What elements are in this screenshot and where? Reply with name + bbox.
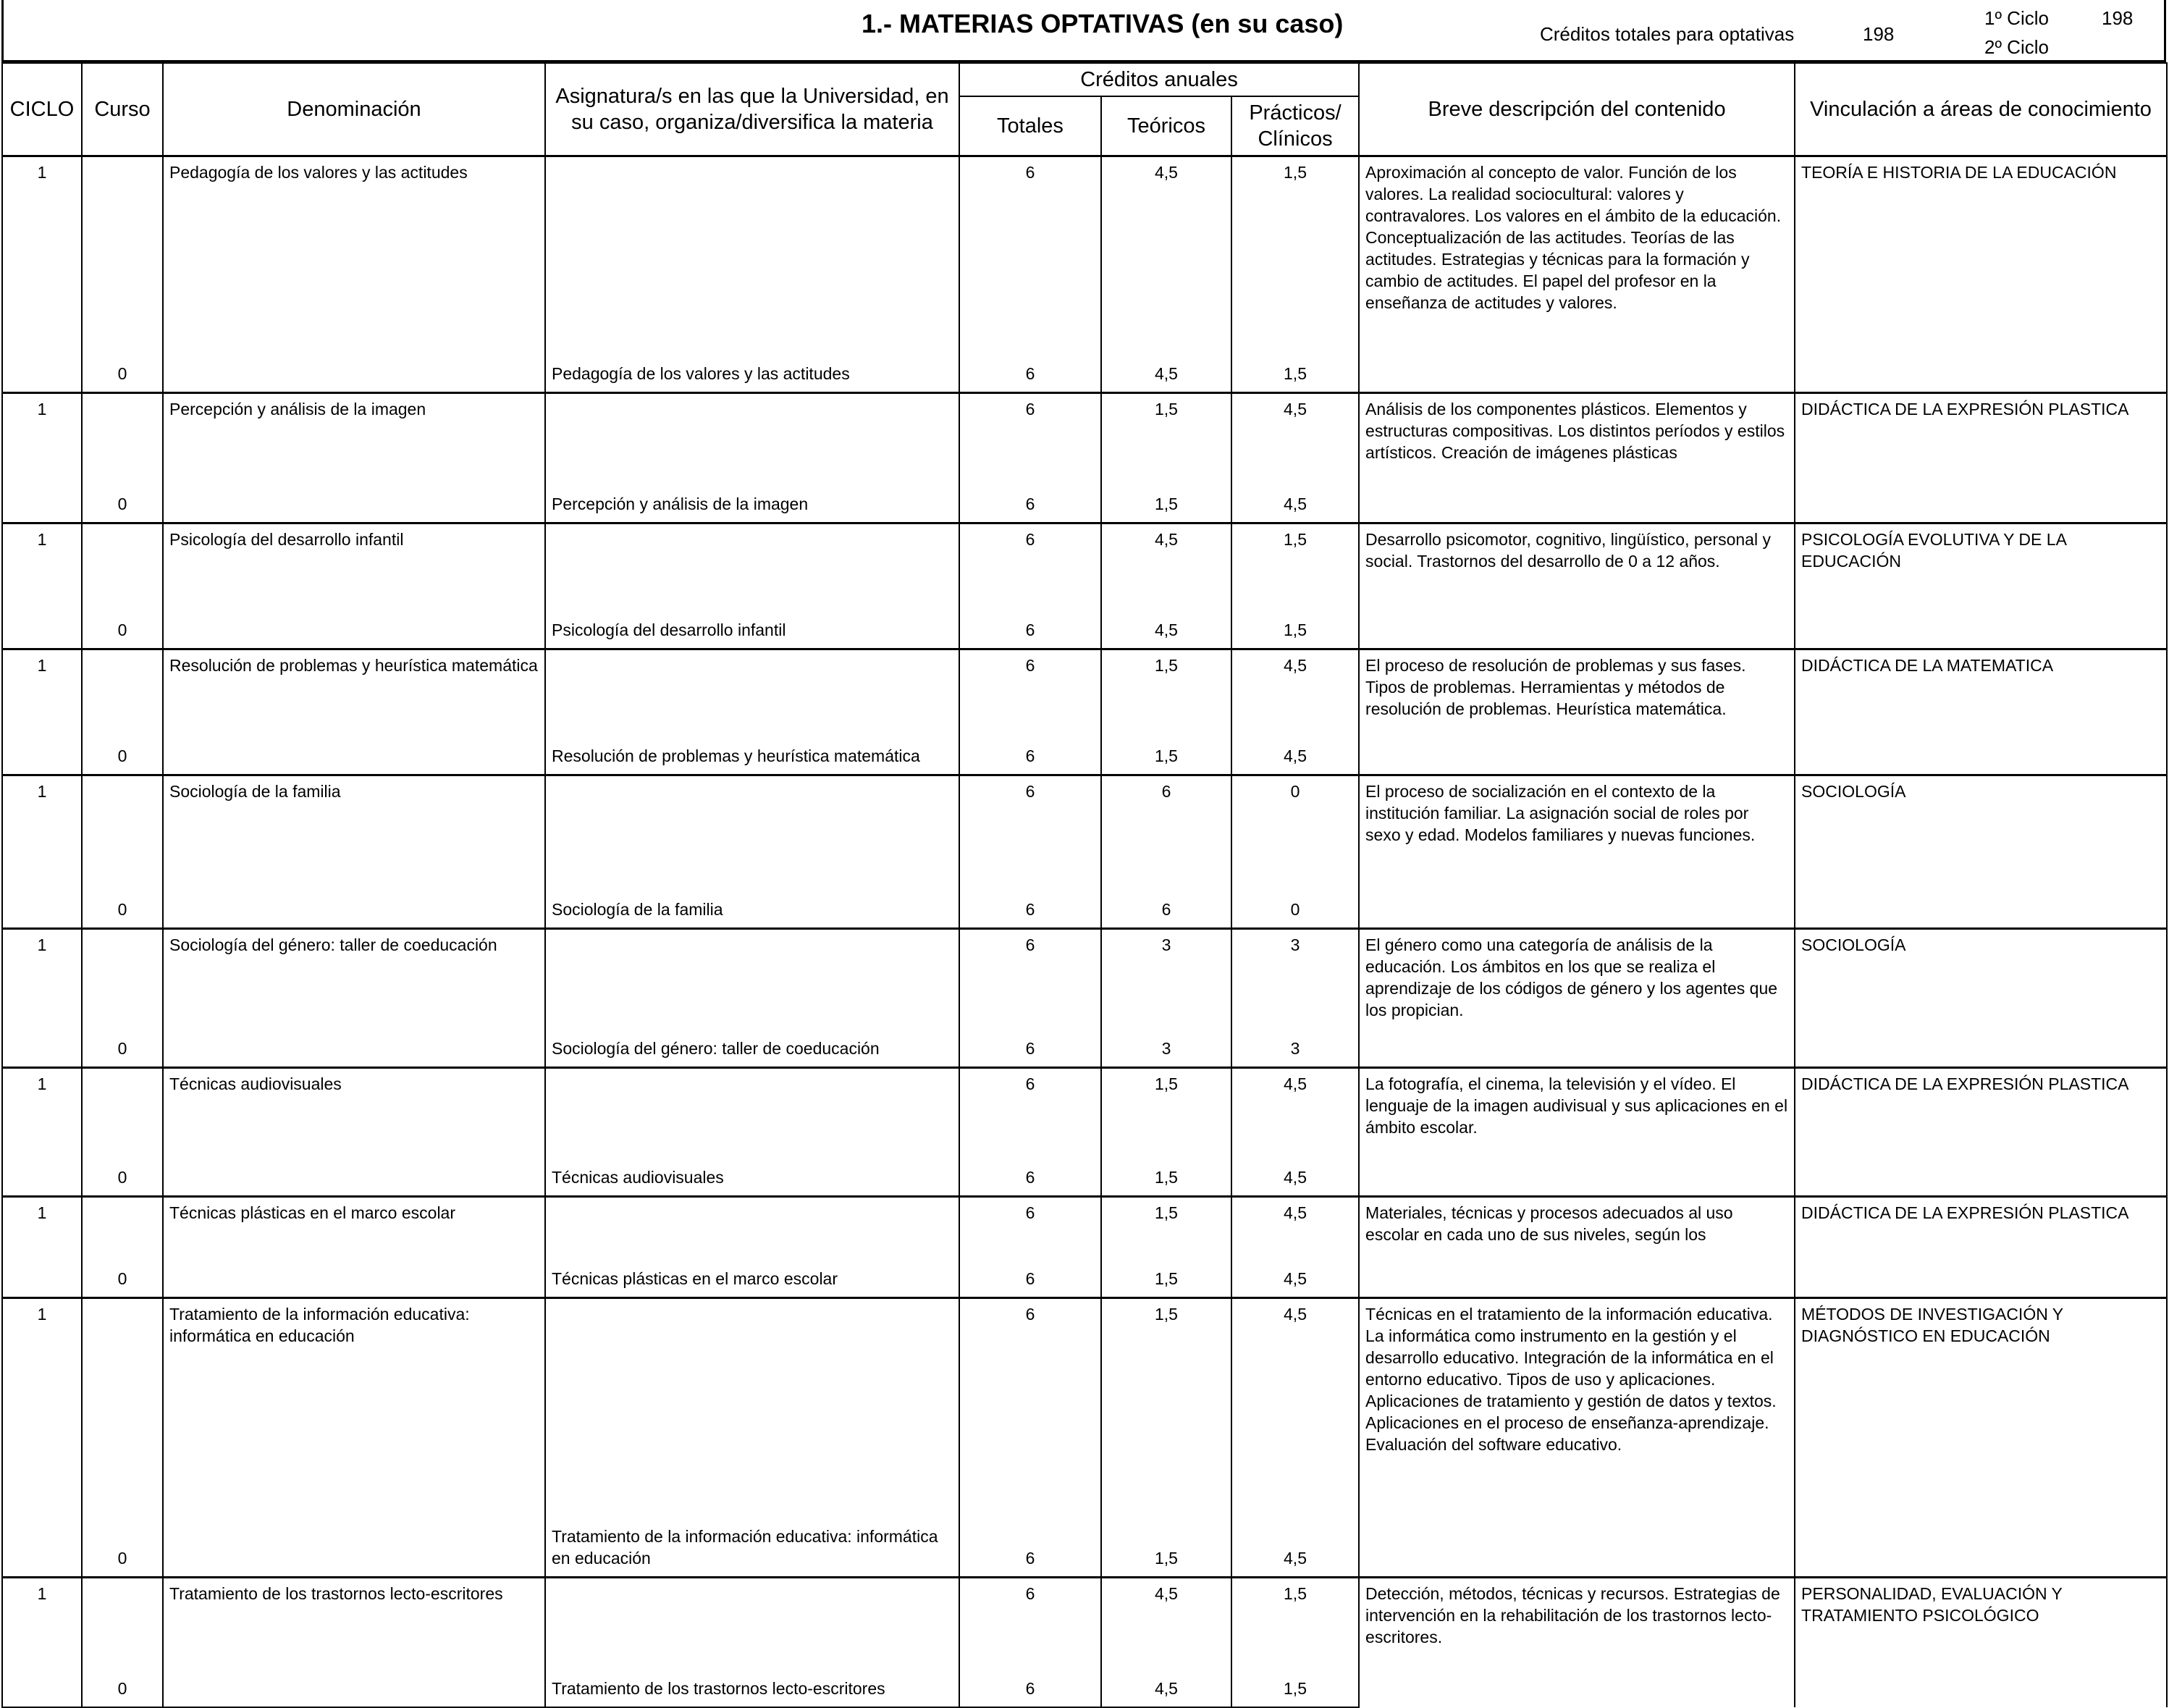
col-curso: Curso	[82, 63, 163, 156]
cell-teoricos: 6	[1101, 775, 1231, 885]
cell-practicos: 4,5	[1231, 393, 1359, 471]
cell-asig-totales: 6	[959, 341, 1101, 393]
cell-totales: 6	[959, 775, 1101, 885]
cell-ciclo-empty	[2, 885, 82, 929]
cell-curso-empty	[82, 523, 163, 599]
cell-curso-empty	[82, 156, 163, 341]
cell-denominacion: Sociología del género: taller de coeducación	[163, 929, 545, 1025]
cell-curso-empty	[82, 775, 163, 885]
cell-asignatura-empty	[545, 1577, 959, 1657]
table-row	[2, 1197, 2167, 1248]
page-title: 1.- MATERIAS OPTATIVAS (en su caso)	[862, 9, 1344, 38]
table-row	[2, 929, 2167, 1025]
table-row	[2, 523, 2167, 599]
cell-curso: 0	[82, 599, 163, 649]
cell-ciclo: 1	[2, 775, 82, 885]
cell-curso-empty	[82, 649, 163, 732]
cell-vinculacion: PERSONALIDAD, EVALUACIÓN Y TRATAMIENTO PSICOLÓGICO	[1795, 1577, 2167, 1707]
cell-descripcion: El proceso de resolución de problemas y sus fases. Tipos de problemas. Herramientas y métodos de resolución de problemas. Heurística matemática.	[1359, 649, 1795, 775]
cell-totales: 6	[959, 393, 1101, 471]
cell-asig-practicos: 4,5	[1231, 1521, 1359, 1578]
cell-curso: 0	[82, 732, 163, 775]
cell-practicos: 4,5	[1231, 1298, 1359, 1521]
cell-asig-totales: 6	[959, 1146, 1101, 1197]
table-row	[2, 1298, 2167, 1521]
cell-asig-totales: 6	[959, 1248, 1101, 1298]
cell-totales: 6	[959, 649, 1101, 732]
cell-asignatura: Psicología del desarrollo infantil	[545, 599, 959, 649]
cell-asig-teoricos: 4,5	[1101, 599, 1231, 649]
cell-asig-teoricos: 4,5	[1101, 1657, 1231, 1707]
col-practicos: Prácticos/ Clínicos	[1231, 96, 1359, 156]
cell-curso: 0	[82, 1657, 163, 1707]
cell-asig-practicos: 4,5	[1231, 732, 1359, 775]
cell-asignatura: Técnicas plásticas en el marco escolar	[545, 1248, 959, 1298]
ciclo2-label: 2º Ciclo	[1984, 36, 2049, 58]
cell-practicos: 4,5	[1231, 1197, 1359, 1248]
cell-vinculacion: SOCIOLOGÍA	[1795, 775, 2167, 929]
cell-curso: 0	[82, 885, 163, 929]
cell-asig-practicos: 4,5	[1231, 1248, 1359, 1298]
cell-asig-teoricos: 1,5	[1101, 1521, 1231, 1578]
cell-asig-totales: 6	[959, 1521, 1101, 1578]
cell-denominacion: Técnicas plásticas en el marco escolar	[163, 1197, 545, 1248]
cell-denominacion-empty	[163, 885, 545, 929]
cell-asignatura-empty	[545, 393, 959, 471]
table-row	[2, 649, 2167, 732]
cell-vinculacion: DIDÁCTICA DE LA EXPRESIÓN PLASTICA	[1795, 393, 2167, 523]
cell-practicos: 0	[1231, 775, 1359, 885]
cell-denominacion: Tratamiento de los trastornos lecto-escritores	[163, 1577, 545, 1657]
cell-curso: 0	[82, 471, 163, 523]
col-totales: Totales	[959, 96, 1101, 156]
cell-descripcion: Técnicas en el tratamiento de la información educativa. La informática como instrumento en la gestión y el desarrollo educativo. Integración de la informática en el entorno educativo. Tipos de uso y aplicaciones. Aplicaciones de tratamiento y gestión de datos y textos. Aplicaciones en el proceso de enseñanza-aprendizaje. Evaluación del software educativo.	[1359, 1298, 1795, 1578]
ciclo1-label: 1º Ciclo	[1984, 7, 2049, 29]
cell-asignatura-empty	[545, 1068, 959, 1146]
cell-teoricos: 1,5	[1101, 649, 1231, 732]
col-descripcion: Breve descripción del contenido	[1359, 63, 1795, 156]
cell-ciclo-empty	[2, 471, 82, 523]
cell-practicos: 4,5	[1231, 649, 1359, 732]
cell-asig-practicos: 1,5	[1231, 341, 1359, 393]
cell-denominacion: Resolución de problemas y heurística matemática	[163, 649, 545, 732]
cell-descripcion: El proceso de socialización en el contexto de la institución familiar. La asignación social de roles por sexo y edad. Modelos familiares y nuevas funciones.	[1359, 775, 1795, 929]
table-row	[2, 393, 2167, 471]
cell-curso-empty	[82, 1197, 163, 1248]
cell-curso: 0	[82, 341, 163, 393]
cell-ciclo: 1	[2, 1298, 82, 1521]
cell-asig-totales: 6	[959, 1025, 1101, 1068]
cell-asig-practicos: 1,5	[1231, 599, 1359, 649]
cell-denominacion-empty	[163, 1521, 545, 1578]
cell-denominacion-empty	[163, 1025, 545, 1068]
cell-curso-empty	[82, 929, 163, 1025]
cell-vinculacion: TEORÍA E HISTORIA DE LA EDUCACIÓN	[1795, 156, 2167, 393]
cell-denominacion: Técnicas audiovisuales	[163, 1068, 545, 1146]
cell-teoricos: 4,5	[1101, 523, 1231, 599]
cell-asig-totales: 6	[959, 471, 1101, 523]
cell-asignatura-empty	[545, 1197, 959, 1248]
cell-asignatura: Resolución de problemas y heurística matemática	[545, 732, 959, 775]
cell-vinculacion: MÉTODOS DE INVESTIGACIÓN Y DIAGNÓSTICO EN EDUCACIÓN	[1795, 1298, 2167, 1578]
table-body	[2, 156, 2167, 1708]
cell-totales: 6	[959, 1577, 1101, 1657]
cell-teoricos: 4,5	[1101, 1577, 1231, 1657]
cell-asig-teoricos: 6	[1101, 885, 1231, 929]
cell-ciclo-empty	[2, 732, 82, 775]
cell-totales: 6	[959, 929, 1101, 1025]
cell-practicos: 1,5	[1231, 156, 1359, 341]
cell-asignatura: Tratamiento de la información educativa: informática en educación	[545, 1521, 959, 1578]
cell-asig-totales: 6	[959, 885, 1101, 929]
cell-asig-teoricos: 1,5	[1101, 1248, 1231, 1298]
col-asignatura: Asignatura/s en las que la Universidad, en su caso, organiza/diversifica la materia	[545, 63, 959, 156]
cell-asignatura: Tratamiento de los trastornos lecto-escritores	[545, 1657, 959, 1707]
cell-asignatura: Técnicas audiovisuales	[545, 1146, 959, 1197]
cell-asignatura: Sociología de la familia	[545, 885, 959, 929]
materias-table	[1, 62, 2168, 1708]
cell-asig-practicos: 1,5	[1231, 1657, 1359, 1707]
cell-descripcion: La fotografía, el cinema, la televisión y el vídeo. El lenguaje de la imagen audivisual y sus aplicaciones en el ámbito escolar.	[1359, 1068, 1795, 1197]
cell-curso: 0	[82, 1025, 163, 1068]
cell-curso-empty	[82, 1068, 163, 1146]
cell-ciclo-empty	[2, 599, 82, 649]
cell-descripcion: Análisis de los componentes plásticos. Elementos y estructuras compositivas. Los distintos períodos y estilos artísticos. Creación de imágenes plásticas	[1359, 393, 1795, 523]
cell-curso-empty	[82, 1577, 163, 1657]
cell-curso-empty	[82, 393, 163, 471]
cell-curso-empty	[82, 1298, 163, 1521]
cell-ciclo-empty	[2, 1146, 82, 1197]
cell-vinculacion: DIDÁCTICA DE LA MATEMATICA	[1795, 649, 2167, 775]
cell-denominacion-empty	[163, 599, 545, 649]
cell-asig-totales: 6	[959, 599, 1101, 649]
cell-asignatura-empty	[545, 156, 959, 341]
cell-curso: 0	[82, 1521, 163, 1578]
col-vinculacion: Vinculación a áreas de conocimiento	[1795, 63, 2167, 156]
cell-ciclo-empty	[2, 1521, 82, 1578]
cell-ciclo: 1	[2, 649, 82, 732]
cell-vinculacion: PSICOLOGÍA EVOLUTIVA Y DE LA EDUCACIÓN	[1795, 523, 2167, 649]
ciclo1-value: 198	[2102, 7, 2134, 29]
cell-denominacion: Pedagogía de los valores y las actitudes	[163, 156, 545, 341]
cell-vinculacion: DIDÁCTICA DE LA EXPRESIÓN PLASTICA	[1795, 1197, 2167, 1298]
cell-practicos: 4,5	[1231, 1068, 1359, 1146]
cell-descripcion: El género como una categoría de análisis de la educación. Los ámbitos en los que se realiza el aprendizaje de los códigos de género y los agentes que los propician.	[1359, 929, 1795, 1068]
cell-asig-practicos: 4,5	[1231, 1146, 1359, 1197]
cell-asignatura-empty	[545, 649, 959, 732]
cell-curso: 0	[82, 1146, 163, 1197]
cell-totales: 6	[959, 1298, 1101, 1521]
cell-denominacion-empty	[163, 732, 545, 775]
cell-ciclo: 1	[2, 1197, 82, 1248]
cell-totales: 6	[959, 1068, 1101, 1146]
cell-asig-teoricos: 1,5	[1101, 1146, 1231, 1197]
cell-totales: 6	[959, 1197, 1101, 1248]
cell-denominacion: Sociología de la familia	[163, 775, 545, 885]
cell-denominacion-empty	[163, 1248, 545, 1298]
table-row	[2, 156, 2167, 341]
cell-practicos: 1,5	[1231, 523, 1359, 599]
cell-descripcion: Detección, métodos, técnicas y recursos. Estrategias de intervención en la rehabilitación de los trastornos lecto-escritores.	[1359, 1577, 1795, 1707]
cell-ciclo: 1	[2, 1068, 82, 1146]
cell-ciclo-empty	[2, 341, 82, 393]
cell-ciclo: 1	[2, 523, 82, 599]
cell-asig-practicos: 3	[1231, 1025, 1359, 1068]
cell-denominacion: Tratamiento de la información educativa: informática en educación	[163, 1298, 545, 1521]
cell-denominacion-empty	[163, 471, 545, 523]
table-row	[2, 1577, 2167, 1657]
cell-asig-teoricos: 1,5	[1101, 732, 1231, 775]
header-band	[1, 0, 2166, 62]
col-denominacion: Denominación	[163, 63, 545, 156]
cell-asignatura: Pedagogía de los valores y las actitudes	[545, 341, 959, 393]
cell-teoricos: 1,5	[1101, 1298, 1231, 1521]
cell-vinculacion: SOCIOLOGÍA	[1795, 929, 2167, 1068]
table-row	[2, 1068, 2167, 1146]
cell-practicos: 3	[1231, 929, 1359, 1025]
cell-totales: 6	[959, 523, 1101, 599]
cell-teoricos: 1,5	[1101, 1068, 1231, 1146]
cell-asignatura: Percepción y análisis de la imagen	[545, 471, 959, 523]
col-ciclo: CICLO	[2, 63, 82, 156]
cell-denominacion: Psicología del desarrollo infantil	[163, 523, 545, 599]
table-row	[2, 775, 2167, 885]
cell-asignatura: Sociología del género: taller de coeducación	[545, 1025, 959, 1068]
cell-ciclo: 1	[2, 929, 82, 1025]
cell-practicos: 1,5	[1231, 1577, 1359, 1657]
cell-ciclo: 1	[2, 156, 82, 341]
cell-teoricos: 3	[1101, 929, 1231, 1025]
cell-denominacion-empty	[163, 1146, 545, 1197]
cell-teoricos: 1,5	[1101, 393, 1231, 471]
cell-descripcion: Desarrollo psicomotor, cognitivo, lingüístico, personal y social. Trastornos del desarrollo de 0 a 12 años.	[1359, 523, 1795, 649]
cell-asig-practicos: 0	[1231, 885, 1359, 929]
cell-denominacion-empty	[163, 341, 545, 393]
cell-asig-practicos: 4,5	[1231, 471, 1359, 523]
cell-totales: 6	[959, 156, 1101, 341]
cell-asignatura-empty	[545, 523, 959, 599]
cell-descripcion: Materiales, técnicas y procesos adecuados al uso escolar en cada uno de sus niveles, según los	[1359, 1197, 1795, 1298]
cell-ciclo-empty	[2, 1248, 82, 1298]
cell-denominacion-empty	[163, 1657, 545, 1707]
cell-curso: 0	[82, 1248, 163, 1298]
cell-asig-totales: 6	[959, 1657, 1101, 1707]
cell-descripcion: Aproximación al concepto de valor. Función de los valores. La realidad sociocultural: valores y contravalores. Los valores en el ámbito de la educación. Conceptualización de las actitudes. Teorías de las actitudes. Estrategias y técnicas para la formación y cambio de actitudes. El papel del profesor en la enseñanza de actitudes y valores.	[1359, 156, 1795, 393]
col-creditos-anuales: Créditos anuales	[959, 63, 1359, 96]
cell-teoricos: 1,5	[1101, 1197, 1231, 1248]
cell-ciclo-empty	[2, 1025, 82, 1068]
cell-denominacion: Percepción y análisis de la imagen	[163, 393, 545, 471]
col-teoricos: Teóricos	[1101, 96, 1231, 156]
cell-vinculacion: DIDÁCTICA DE LA EXPRESIÓN PLASTICA	[1795, 1068, 2167, 1197]
cell-asignatura-empty	[545, 1298, 959, 1521]
cell-asig-teoricos: 1,5	[1101, 471, 1231, 523]
cell-asignatura-empty	[545, 775, 959, 885]
cell-asig-teoricos: 3	[1101, 1025, 1231, 1068]
cell-asig-totales: 6	[959, 732, 1101, 775]
cell-ciclo: 1	[2, 393, 82, 471]
cell-ciclo-empty	[2, 1657, 82, 1707]
cell-teoricos: 4,5	[1101, 156, 1231, 341]
cell-asignatura-empty	[545, 929, 959, 1025]
cell-asig-teoricos: 4,5	[1101, 341, 1231, 393]
creditos-totales-label: Créditos totales para optativas	[1540, 23, 1795, 45]
creditos-totales-value: 198	[1863, 23, 1895, 45]
cell-ciclo: 1	[2, 1577, 82, 1657]
